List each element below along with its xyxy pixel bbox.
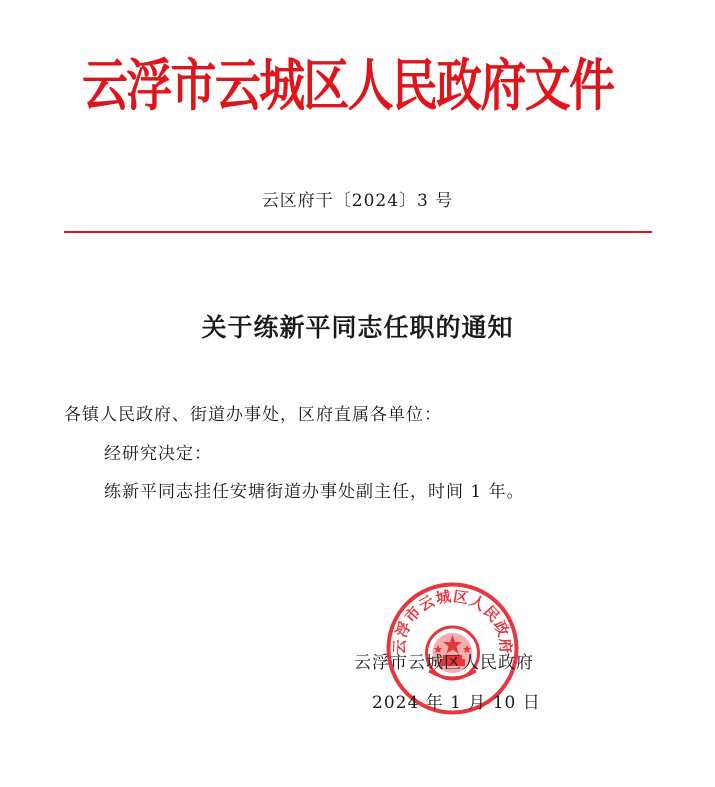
addressee-line: 各镇人民政府、街道办事处，区府直属各单位： (64, 405, 442, 425)
document-number: 云区府干〔2024〕3 号 (261, 191, 454, 211)
seal-ring-text: 云浮市云城区人民政府 (390, 587, 515, 655)
signing-organization: 云浮市云城区人民政府 (354, 653, 534, 673)
body-paragraph: 经研究决定： (104, 444, 212, 464)
notice-title: 关于练新平同志任职的通知 (201, 313, 514, 342)
issuer-header-title: 云浮市云城区人民政府文件 (82, 53, 614, 119)
body-paragraph: 练新平同志挂任安塘街道办事处副主任，时间 1 年。 (104, 482, 525, 502)
signing-date: 2024 年 1 月 10 日 (372, 693, 541, 713)
header-divider (64, 231, 652, 233)
